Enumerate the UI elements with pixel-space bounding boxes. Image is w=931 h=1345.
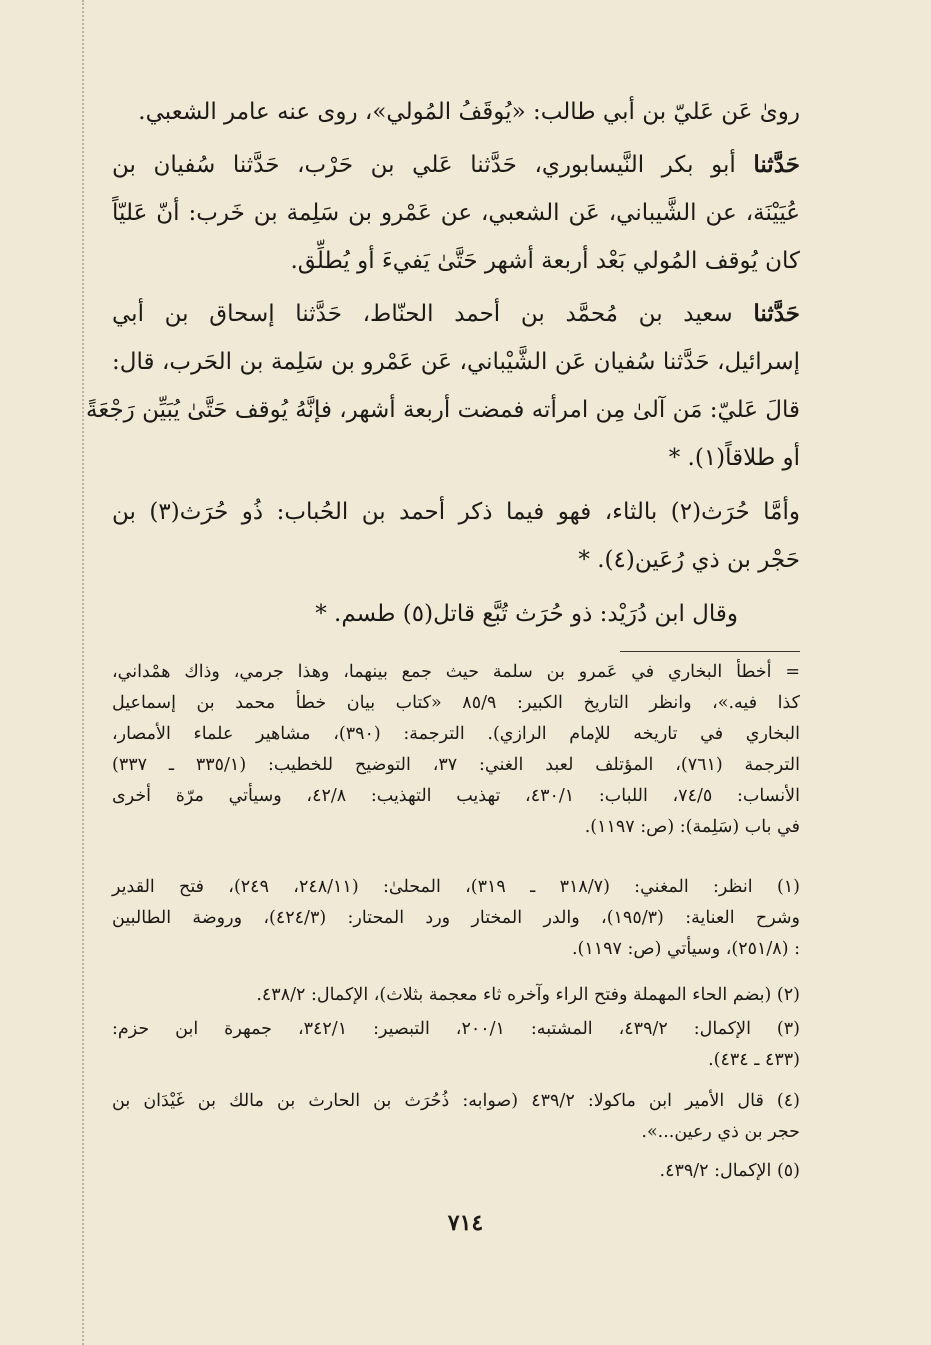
text-line: كان يُوقف المُولي بَعْد أربعة أشهر حَتَّىٰ يَفيءَ أو يُطلِّق. [290,248,800,274]
footnote-line: (٤) قال الأمير ابن ماكولا: ٤٣٩/٢ (صوابه: ذُحُرَث بن الحارث بن مالك بن غَيْدَان بن [112,1091,800,1111]
footnote-line: البخاري في تاريخه للإمام الرازي). الترجمة: (٣٩٠)، مشاهير علماء الأمصار، [112,724,800,744]
footnote-line: كذا فيه.»، وانظر التاريخ الكبير: ٨٥/٩ «كتاب بيان خطأ محمد بن إسماعيل [112,693,800,713]
text-line [112,141,800,189]
text-line: عُيَيْنَة، عن الشَّيباني، عَن الشعبي، عن عَمْرو بن سَلِمة بن خَرب: أنّ عَليّاً [112,200,800,226]
text-fragment: سعيد بن مُحمَّد بن أحمد الحنّاط، حَدَّثنا إسحاق بن أبي [112,301,733,327]
footnote-5 [112,1156,800,1187]
footnote-line: (٤٣٣ ـ ٤٣٤). [708,1050,800,1070]
text-line: إسرائيل، حَدَّثنا سُفيان عَن الشَّيْباني، عَن عَمْرو بن سَلِمة بن الحَرب، قال: [112,349,800,375]
paragraph-3 [86,290,801,482]
text-line: أو طلاقاً(١). * [668,445,800,471]
text-line: قالَ عَليّ: مَن آلىٰ مِن امرأته فمضت أربعة أشهر، فإنَّهُ يُوقف حَتَّىٰ يُبَيِّن رَجْعَةً [86,397,800,423]
paragraph-4 [112,488,800,584]
lead-word: حَدَّثنا [753,151,800,178]
footnote-line: وشرح العناية: (١٩٥/٣)، والدر المختار ورد المحتار: (٤٢٤/٣)، وروضة الطالبين [112,908,800,928]
paragraph-5 [112,590,800,638]
binding-margin-line [82,0,84,1345]
footnote-line: حجر بن ذي رعين...». [641,1122,800,1142]
paragraph-2 [112,141,800,285]
footnote-3 [112,1014,800,1076]
footnote-4 [112,1086,800,1148]
text-line: وقال ابن دُرَيْد: ذو حُرَث تُبَّع قاتل(٥) طسم. * [315,601,738,627]
lead-word: حَدَّثنا [753,300,801,327]
page-number: ٧١٤ [447,1210,484,1236]
footnote-continuation [112,657,800,843]
footnote-line: في باب (سَلِمة): (ص: ١١٩٧). [584,817,800,837]
footnote-separator [620,651,800,652]
footnote-1 [112,872,800,965]
footnote-2 [112,980,800,1011]
footnote-line: (١) انظر: المغني: (٣١٨/٧ ـ ٣١٩)، المحلىٰ: (٢٤٨/١١، ٢٤٩)، فتح القدير [112,877,800,897]
footnote-line: (٥) الإكمال: ٤٣٩/٢. [659,1161,800,1181]
text-line: روىٰ عَن عَليّ بن أبي طالب: «يُوقَفُ المُولي»، روى عنه عامر الشعبي. [138,99,800,125]
footnote-line: : (٢٥١/٨)، وسيأتي (ص: ١١٩٧). [571,939,800,959]
footnote-line: الأنساب: ٧٤/٥، اللباب: ٤٣٠/١، تهذيب التهذيب: ٤٢/٨، وسيأتي مرّة أخرى [112,786,800,806]
paragraph-1 [112,88,800,136]
text-line: حَجْر بن ذي رُعَين(٤). * [578,547,800,573]
footnote-line: = أخطأ البخاري في عَمرو بن سلمة حيث جمع بينهما، وهذا جرمي، وذاك همْداني، [112,662,800,682]
text-line [112,290,800,338]
footnote-line: (٣) الإكمال: ٤٣٩/٢، المشتبه: ٢٠٠/١، التبصير: ٣٤٢/١، جمهرة ابن حزم: [112,1019,800,1039]
footnote-line: الترجمة (٧٦١)، المؤتلف لعبد الغني: ٣٧، التوضيح للخطيب: (٣٣٥/١ ـ ٣٣٧) [112,755,800,775]
text-line: وأمَّا حُرَث(٢) بالثاء، فهو فيما ذكر أحمد بن الحُباب: ذُو حُرَث(٣) بن [112,499,800,525]
text-fragment: أبو بكر النَّيسابوري، حَدَّثنا عَلي بن حَرْب، حَدَّثنا سُفيان بن [112,152,736,178]
footnote-line: (٢) (بضم الحاء المهملة وفتح الراء وآخره ثاء معجمة بثلاث)، الإكمال: ٤٣٨/٢. [256,985,800,1005]
